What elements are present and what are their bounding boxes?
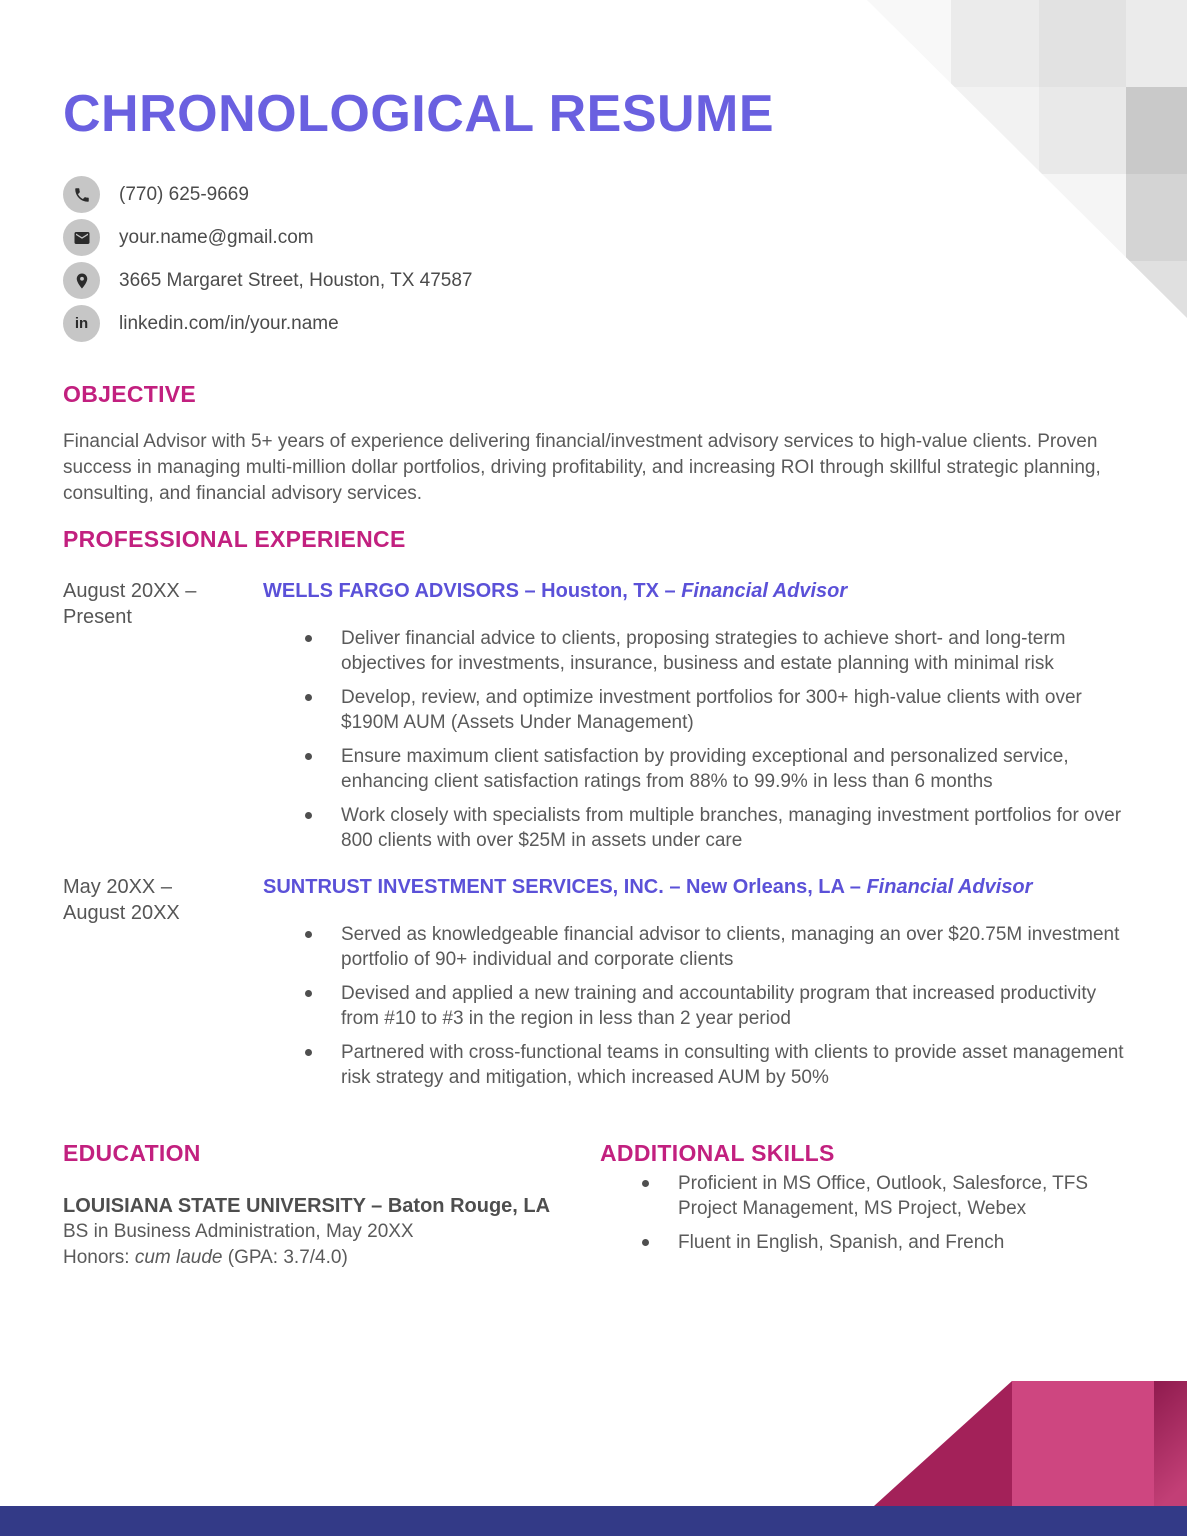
- footer-accent-bar: [0, 1506, 1187, 1536]
- mosaic-square: [1126, 0, 1187, 87]
- job-role: Financial Advisor: [866, 876, 1033, 898]
- mosaic-square: [951, 0, 1039, 87]
- mosaic-square: [1126, 87, 1187, 174]
- job-bullet: Ensure maximum client satisfaction by providing exceptional and personalized service, enhancing client satisfaction ratings from 88% to 99.9% in less than 6 months: [303, 744, 1129, 794]
- job-details: [263, 578, 1129, 862]
- honors-distinction: cum laude: [134, 1247, 223, 1268]
- skill-bullet: Fluent in English, Spanish, and French: [640, 1230, 1130, 1255]
- mail-icon: [63, 219, 100, 256]
- skills-list-block: [600, 1171, 1130, 1264]
- honors-prefix: Honors:: [63, 1247, 135, 1268]
- linkedin-icon: in: [63, 305, 100, 342]
- contact-row-linkedin: [63, 305, 472, 342]
- experience-entry: [63, 578, 1129, 862]
- mosaic-square: [1126, 261, 1187, 318]
- company-location: SUNTRUST INVESTMENT SERVICES, INC. – New Orleans, LA –: [263, 876, 867, 898]
- section-heading-skills: ADDITIONAL SKILLS: [600, 1140, 835, 1166]
- job-title-line: [263, 578, 1129, 604]
- corner-banner-decoration: [874, 1381, 1187, 1506]
- mosaic-square: [951, 87, 1039, 174]
- company-location: WELLS FARGO ADVISORS – Houston, TX –: [263, 580, 682, 602]
- phone-icon: [63, 176, 100, 213]
- contact-row-address: [63, 262, 472, 299]
- honors-gpa: (GPA: 3.7/4.0): [222, 1247, 348, 1268]
- job-details: [263, 874, 1129, 1099]
- mosaic-square: [1039, 174, 1126, 261]
- section-heading-experience: PROFESSIONAL EXPERIENCE: [63, 526, 406, 552]
- job-date-range: [63, 874, 263, 1099]
- email-address: your.name@gmail.com: [119, 226, 314, 248]
- street-address: 3665 Margaret Street, Houston, TX 47587: [119, 269, 473, 291]
- job-bullet: Work closely with specialists from multiple branches, managing investment portfolios for over 800 clients with over $25M in assets under care: [303, 803, 1129, 853]
- phone-number: (770) 625-9669: [119, 183, 249, 205]
- corner-mosaic-decoration: [867, 0, 1187, 318]
- experience-entry: [63, 874, 1129, 1099]
- contact-list: [63, 176, 472, 348]
- job-bullet: Devised and applied a new training and accountability program that increased productivity from #10 to #3 in the region in less than 2 year period: [303, 981, 1129, 1031]
- mosaic-square: [1039, 0, 1126, 87]
- job-bullet: Develop, review, and optimize investment portfolios for 300+ high-value clients with over $190M AUM (Assets Under Management): [303, 685, 1129, 735]
- linkedin-url: linkedin.com/in/your.name: [119, 312, 339, 334]
- job-date-line: August 20XX: [63, 902, 180, 924]
- contact-row-email: [63, 219, 472, 256]
- skill-bullet: Proficient in MS Office, Outlook, Salesforce, TFS Project Management, MS Project, Webex: [640, 1171, 1130, 1221]
- job-date-line: May 20XX –: [63, 876, 172, 898]
- mosaic-square: [1126, 174, 1187, 261]
- school-name: LOUISIANA STATE UNIVERSITY – Baton Rouge, LA: [63, 1195, 551, 1217]
- job-date-line: Present: [63, 606, 132, 628]
- section-heading-objective: OBJECTIVE: [63, 381, 197, 407]
- contact-row-phone: [63, 176, 472, 213]
- skills-bullet-list: [640, 1171, 1130, 1255]
- honors-line: [63, 1245, 553, 1271]
- degree-line: BS in Business Administration, May 20XX: [63, 1221, 414, 1242]
- job-bullet: Partnered with cross-functional teams in consulting with clients to provide asset management risk strategy and mitigation, which increased AUM by 50%: [303, 1040, 1129, 1090]
- job-bullet-list: [303, 922, 1129, 1090]
- education-entry: [63, 1193, 553, 1271]
- job-date-line: August 20XX –: [63, 580, 197, 602]
- section-heading-education: EDUCATION: [63, 1140, 201, 1166]
- objective-text: Financial Advisor with 5+ years of experience delivering financial/investment advisory services to high-value clients. Proven success in managing multi-million dollar portfolios, driving profitability, and increasing ROI through skillful strategic planning, consulting, and financial advisory services.: [63, 431, 1101, 505]
- job-bullet: Served as knowledgeable financial advisor to clients, managing an over $20.75M investment portfolio of 90+ individual and corporate clients: [303, 922, 1129, 972]
- page-title: CHRONOLOGICAL RESUME: [63, 85, 775, 143]
- banner-center-face: [1012, 1381, 1154, 1506]
- location-icon: [63, 262, 100, 299]
- job-role: Financial Advisor: [681, 580, 848, 602]
- job-title-line: [263, 874, 1129, 900]
- mosaic-square: [1039, 87, 1126, 174]
- job-date-range: [63, 578, 263, 862]
- job-bullet-list: [303, 626, 1129, 853]
- banner-left-triangle: [874, 1381, 1012, 1506]
- job-bullet: Deliver financial advice to clients, proposing strategies to achieve short- and long-term objectives for investments, insurance, business and estate planning with minimal risk: [303, 626, 1129, 676]
- mosaic-square: [867, 0, 951, 318]
- banner-right-face: [1154, 1381, 1187, 1506]
